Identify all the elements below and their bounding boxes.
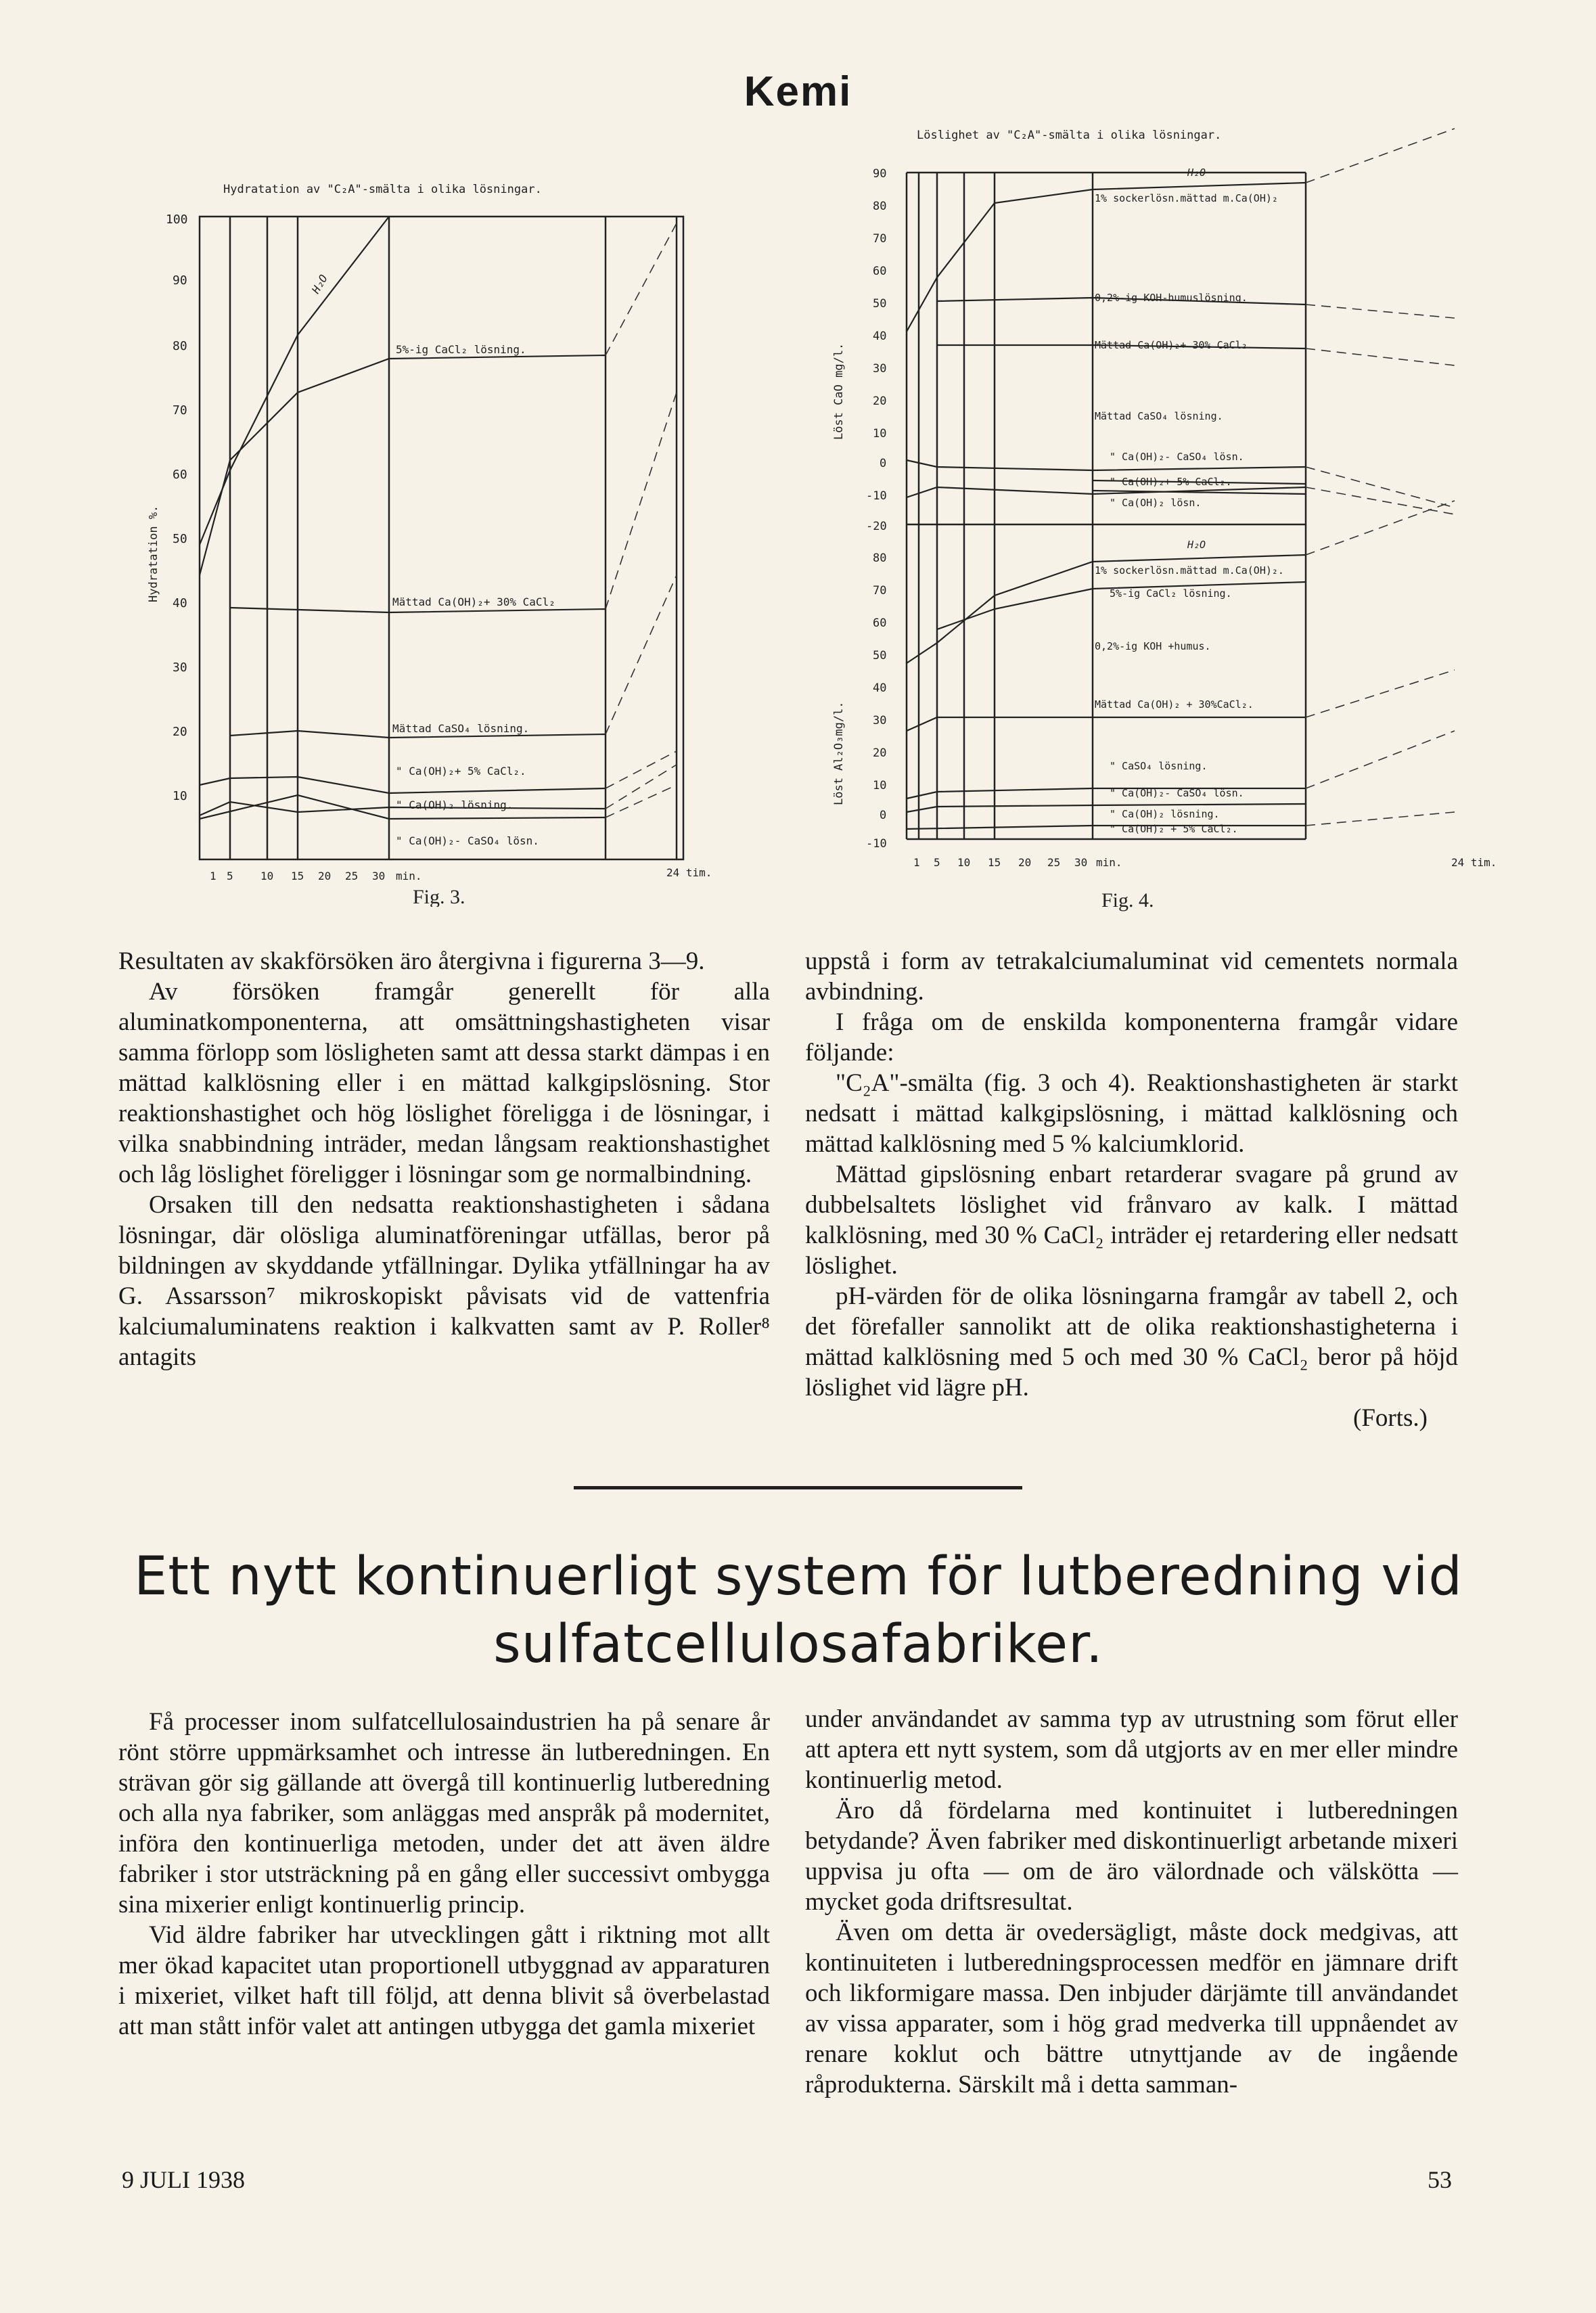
svg-text:1: 1 (210, 870, 216, 882)
paragraph: Vid äldre fabriker har utvecklingen gått i riktning mot allt mer ökad kapacitet utan proportionell utbyggnad av apparaturen i mixeriet, vilket haft till följd, att denna blivit så överbelastad att man stått inför valet att antingen utbygga det gamla mixeriet (118, 1921, 770, 2040)
fig3-caption: Fig. 3. (413, 886, 465, 907)
svg-text:1: 1 (913, 856, 920, 869)
svg-text:Mättad Ca(OH)₂+ 30% CaCl₂: Mättad Ca(OH)₂+ 30% CaCl₂ (392, 596, 555, 608)
paragraph: "C₂A"-smälta (fig. 3 och 4). Reaktionshastigheten är starkt nedsatt i mättad kalkgipslösning, i mättad kalklösning och mättad kalklösning med 5 % kalciumklorid. (805, 1069, 1458, 1158)
paragraph: Orsaken till den nedsatta reaktionshastigheten i sådana lösningar, där olösliga aluminatföreningar utfällas, beror på bildningen av skyddande ytfällningar. Dylika ytfällningar ha av G. Assarsson⁷ mikroskopiskt påvisats vid de vattenfria kalciumaluminatens reaktion i kalkvatten samt av P. Roller⁸ antagits (118, 1191, 770, 1371)
svg-text:0,2%-ig KOH-humuslösning.: 0,2%-ig KOH-humuslösning. (1095, 292, 1248, 304)
svg-text:70: 70 (873, 584, 887, 598)
svg-text:5: 5 (934, 856, 940, 869)
fig3-title: Hydratation av "C₂A"-smälta i olika lösningar. (223, 183, 542, 196)
svg-text:min.: min. (396, 870, 422, 882)
article2-title-line1: Ett nytt kontinuerligt system för lutberedning vid (134, 1546, 1463, 1607)
svg-text:15: 15 (291, 870, 304, 882)
fig4-curve-labels-top (1095, 166, 1278, 509)
svg-text:0: 0 (880, 809, 887, 822)
fig3-x-ticks (210, 866, 712, 882)
svg-text:H₂O: H₂O (1187, 539, 1206, 551)
fig3-ytick: 70 (173, 403, 187, 418)
svg-text:10: 10 (260, 870, 274, 882)
svg-text:10: 10 (873, 427, 887, 441)
svg-text:" Ca(OH)₂- CaSO₄ lösn.: " Ca(OH)₂- CaSO₄ lösn. (1110, 787, 1244, 799)
fig3-ytick: 90 (173, 273, 187, 288)
fig3-ytick: 20 (173, 725, 187, 739)
svg-text:0: 0 (880, 457, 887, 470)
svg-text:1% sockerlösn.mättad m.Ca(OH)₂: 1% sockerlösn.mättad m.Ca(OH)₂ (1095, 192, 1278, 204)
svg-text:60: 60 (873, 616, 887, 630)
svg-text:Mättad CaSO₄ lösning.: Mättad CaSO₄ lösning. (1095, 410, 1223, 422)
svg-text:20: 20 (318, 870, 332, 882)
svg-text:25: 25 (345, 870, 359, 882)
figure-3-chart (122, 169, 717, 907)
svg-text:20: 20 (1018, 856, 1032, 869)
svg-text:70: 70 (873, 232, 887, 246)
fig4-x-ticks (913, 856, 1497, 869)
svg-text:30: 30 (873, 362, 887, 376)
svg-text:" Ca(OH)₂ lösning.: " Ca(OH)₂ lösning. (396, 799, 514, 811)
article1-left-column (118, 946, 770, 1372)
svg-text:24 tim.: 24 tim. (666, 866, 712, 879)
fig4-caption: Fig. 4. (1101, 889, 1154, 912)
paragraph: uppstå i form av tetrakalciumaluminat vid cementets normala avbindning. (805, 947, 1458, 1006)
fig4-ylabel-top: Löst CaO mg/l. (832, 342, 846, 440)
fig3-ytick: 30 (173, 660, 187, 675)
svg-text:5: 5 (227, 870, 233, 882)
fig3-ytick: 80 (173, 339, 187, 353)
svg-text:40: 40 (873, 330, 887, 343)
continued-note: (Forts.) (1353, 1404, 1428, 1432)
svg-text:90: 90 (873, 167, 887, 181)
svg-text:40: 40 (873, 681, 887, 695)
fig4-ylabel-bottom: Löst Al₂O₃mg/l. (832, 701, 846, 805)
fig3-curve-caoh-30 (230, 608, 606, 612)
paragraph: Få processer inom sulfatcellulosaindustrien ha på senare år rönt större uppmärksamhet och intresse än lutberedningen. En strävan gör sig gällande att övergå till kontinuerlig lutberedning och alla nya fabriker, som anläggas med anspråk på modernitet, införa den kontinuerliga metoden, under det att även äldre fabriker i stor utsträckning på en gång eller successivt ombygga sina mixerier enligt kontinuerlig princip. (118, 1708, 770, 1918)
article2-title-line2: sulfatcellulosafabriker. (493, 1614, 1103, 1675)
fig3-ytick: 40 (173, 596, 187, 610)
svg-text:1% sockerlösn.mättad m.Ca(OH)₂: 1% sockerlösn.mättad m.Ca(OH)₂. (1095, 564, 1284, 577)
fig4-y-ticks-top (866, 167, 887, 533)
svg-text:H₂O: H₂O (1187, 166, 1206, 179)
fig4-y-ticks-bottom (866, 552, 887, 851)
svg-text:60: 60 (873, 265, 887, 278)
svg-text:" Ca(OH)₂ + 5% CaCl₂.: " Ca(OH)₂ + 5% CaCl₂. (1110, 823, 1238, 835)
paragraph: Av försöken framgår generellt för alla aluminatkomponenterna, att omsättningshastigheten visar samma förlopp som lösligheten samt att dessa starkt dämpas i en mättad kalklösning eller i en mättad kalkgipslösning. Stor reaktionshastighet och hög löslighet föreligga i de lösningar, i vilka snabbindning inträder, medan långsam reaktionshastighet och låg löslighet föreligger i lösningar som ge normalbindning. (118, 978, 770, 1188)
article2-right-column (805, 1704, 1458, 2100)
svg-text:0,2%-ig KOH +humus.: 0,2%-ig KOH +humus. (1095, 640, 1211, 652)
svg-text:20: 20 (873, 395, 887, 408)
svg-text:" Ca(OH)₂- CaSO₄ lösn.: " Ca(OH)₂- CaSO₄ lösn. (1110, 451, 1244, 463)
paragraph: pH-värden för de olika lösningarna framgår av tabell 2, och det förefaller sannolikt att de olika reaktionshastigheterna i mättad kalklösning med 5 och med 30 % CaCl₂ beror på höjd löslighet vid lägre pH. (805, 1282, 1458, 1401)
svg-text:30: 30 (372, 870, 386, 882)
svg-text:30: 30 (873, 714, 887, 727)
svg-text:" Ca(OH)₂+ 5% CaCl₂.: " Ca(OH)₂+ 5% CaCl₂. (1110, 476, 1232, 488)
paragraph: Mättad gipslösning enbart retarderar svagare på grund av dubbelsaltets löslighet vid frånvaro av kalk. I mättad kalklösning, med 30 % CaCl₂ inträder ej retardering eller nedsatt löslighet. (805, 1161, 1458, 1280)
svg-text:-20: -20 (866, 520, 887, 533)
svg-text:" Ca(OH)₂ lösn.: " Ca(OH)₂ lösn. (1110, 497, 1202, 509)
svg-text:" Ca(OH)₂ lösning.: " Ca(OH)₂ lösning. (1110, 808, 1220, 820)
svg-text:" CaSO₄ lösning.: " CaSO₄ lösning. (1110, 760, 1208, 772)
svg-text:5%-ig CaCl₂ lösning.: 5%-ig CaCl₂ lösning. (1110, 587, 1232, 600)
svg-text:Mättad CaSO₄ lösning.: Mättad CaSO₄ lösning. (392, 722, 530, 735)
svg-text:Mättad Ca(OH)₂+ 30% CaCl₂: Mättad Ca(OH)₂+ 30% CaCl₂ (1095, 339, 1248, 351)
fig3-y-ticks (166, 212, 188, 803)
journal-header: Kemi (744, 68, 852, 115)
svg-text:25: 25 (1047, 856, 1061, 869)
svg-text:5%-ig CaCl₂ lösning.: 5%-ig CaCl₂ lösning. (396, 343, 526, 356)
svg-text:Mättad Ca(OH)₂ + 30%CaCl₂.: Mättad Ca(OH)₂ + 30%CaCl₂. (1095, 698, 1254, 711)
fig3-ytick: 60 (173, 468, 187, 482)
figure-4-chart (819, 122, 1522, 920)
article2-title (81, 1543, 1515, 1678)
svg-text:" Ca(OH)₂+ 5% CaCl₂.: " Ca(OH)₂+ 5% CaCl₂. (396, 765, 526, 778)
svg-text:10: 10 (957, 856, 971, 869)
svg-text:80: 80 (873, 200, 887, 213)
paragraph: Äro då fördelarna med kontinuitet i lutberedningen betydande? Även fabriker med diskontinuerligt arbetande mixeri uppvisa ju ofta — om de äro välordnade och välskötta — mycket goda driftsresultat. (805, 1797, 1458, 1916)
svg-text:15: 15 (988, 856, 1001, 869)
article2-left-column (118, 1707, 770, 2042)
fig3-ytick: 50 (173, 532, 187, 546)
svg-text:50: 50 (873, 649, 887, 663)
svg-text:20: 20 (873, 746, 887, 760)
svg-text:80: 80 (873, 552, 887, 565)
fig3-ytick: 100 (166, 212, 188, 227)
svg-text:24 tim.: 24 tim. (1451, 856, 1497, 869)
paragraph: Resultaten av skakförsöken äro återgivna i figurerna 3—9. (118, 947, 705, 975)
fig3-ytick: 10 (173, 789, 187, 803)
svg-text:" Ca(OH)₂- CaSO₄ lösn.: " Ca(OH)₂- CaSO₄ lösn. (396, 834, 539, 847)
svg-text:-10: -10 (866, 837, 887, 851)
svg-text:-10: -10 (866, 489, 887, 503)
svg-text:H₂O: H₂O (309, 272, 330, 296)
fig3-ylabel: Hydratation %. (147, 505, 160, 602)
fig3-curve-caoh-5 (200, 777, 606, 793)
svg-text:50: 50 (873, 297, 887, 311)
svg-text:min.: min. (1096, 856, 1122, 869)
svg-text:30: 30 (1074, 856, 1088, 869)
article1-right-column (805, 946, 1458, 1433)
fig3-curve-h2o (200, 217, 389, 545)
footer-date: 9 JULI 1938 (122, 2166, 245, 2193)
svg-text:10: 10 (873, 779, 887, 792)
section-divider (574, 1486, 1022, 1489)
fig3-curve-cacl2-5 (200, 355, 606, 575)
fig4-title: Löslighet av "C₂A"-smälta i olika lösningar. (917, 129, 1222, 142)
paragraph: I fråga om de enskilda komponenterna framgår vidare följande: (805, 1008, 1458, 1066)
paragraph: under användandet av samma typ av utrustning som förut eller att aptera ett nytt system, som då utgjorts av en mer eller mindre kontinuerlig metod. (805, 1705, 1458, 1794)
paragraph: Även om detta är ovedersägligt, måste dock medgivas, att kontinuiteten i lutberedningsprocessen medför en jämnare drift och likformigare massa. Den inbjuder därjämte till användandet av vissa apparater, som i hög grad medverka till uppnåendet av renare koklut och bättre utnyttjande av de ingående råprodukterna. Särskilt må i detta samman- (805, 1918, 1458, 2098)
page-number: 53 (1428, 2166, 1452, 2193)
